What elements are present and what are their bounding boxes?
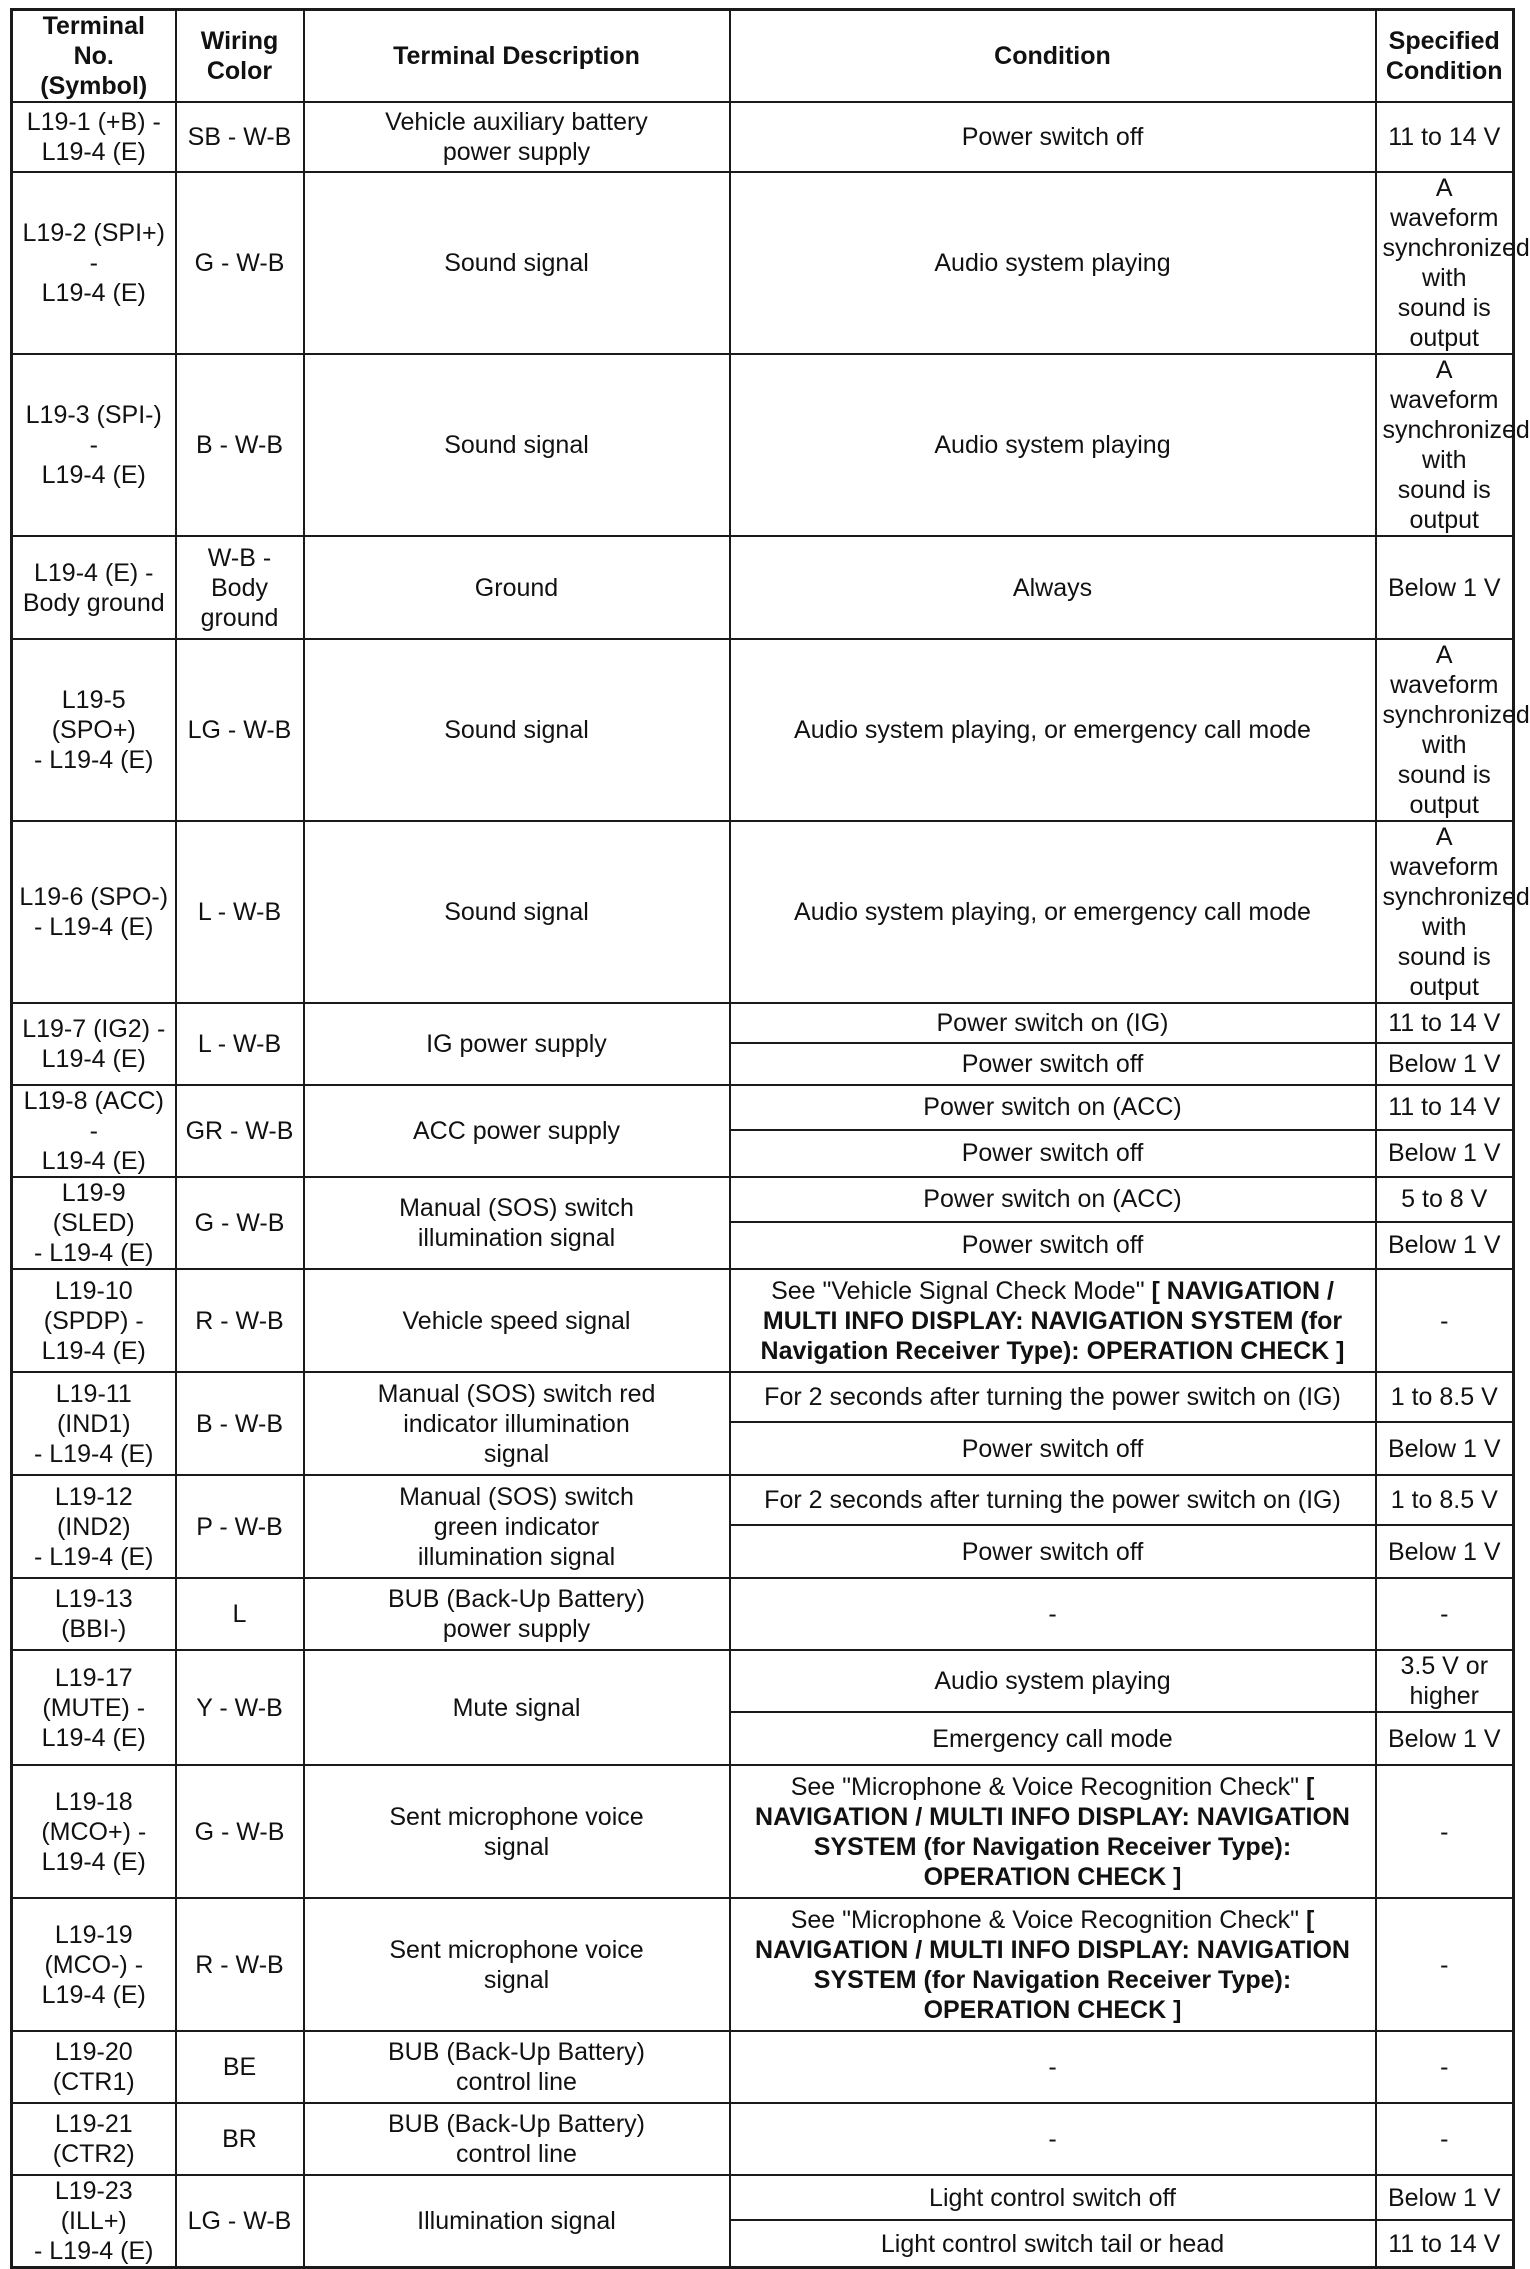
table-row <box>12 1177 1514 1222</box>
wiring-color-cell: SB - W-B <box>176 102 304 172</box>
description-cell: Manual (SOS) switch green indicator illumination signal <box>304 1475 730 1578</box>
condition-cell: Always <box>730 536 1376 639</box>
condition-cell: Power switch on (IG) <box>730 1003 1376 1043</box>
condition-reference-link-text: [ NAVIGATION / MULTI INFO DISPLAY: NAVIGATION SYSTEM (for Navigation Receiver Type): OPERATION CHECK ] <box>755 1772 1350 1891</box>
header-description: Terminal Description <box>304 10 730 103</box>
description-cell: BUB (Back-Up Battery) control line <box>304 2103 730 2175</box>
wiring-color-cell: LG - W-B <box>176 2175 304 2268</box>
condition-cell: Audio system playing <box>730 354 1376 536</box>
description-cell: Manual (SOS) switch illumination signal <box>304 1177 730 1269</box>
terminal-cell: L19-1 (+B) - L19-4 (E) <box>12 102 176 172</box>
specified-condition-cell: 11 to 14 V <box>1376 1085 1514 1130</box>
table-row <box>12 172 1514 354</box>
terminal-cell: L19-8 (ACC) - L19-4 (E) <box>12 1085 176 1177</box>
terminal-table <box>10 8 1530 2269</box>
specified-condition-cell: - <box>1376 1578 1514 1650</box>
terminal-cell: L19-7 (IG2) - L19-4 (E) <box>12 1003 176 1085</box>
condition-cell: - <box>730 2103 1376 2175</box>
specified-condition-cell: 1 to 8.5 V <box>1376 1475 1514 1525</box>
condition-cell: Power switch off <box>730 1130 1376 1177</box>
table-row <box>12 354 1514 536</box>
condition-cell <box>730 1269 1376 1372</box>
condition-cell: Power switch off <box>730 1525 1376 1578</box>
condition-cell: Audio system playing, or emergency call mode <box>730 821 1376 1003</box>
table-row <box>12 1085 1514 1130</box>
terminal-cell: L19-11 (IND1) - L19-4 (E) <box>12 1372 176 1475</box>
terminal-cell: L19-23 (ILL+) - L19-4 (E) <box>12 2175 176 2268</box>
terminal-cell: L19-10 (SPDP) - L19-4 (E) <box>12 1269 176 1372</box>
wiring-color-cell: G - W-B <box>176 1177 304 1269</box>
wiring-color-cell: B - W-B <box>176 1372 304 1475</box>
description-cell: IG power supply <box>304 1003 730 1085</box>
specified-condition-cell: 11 to 14 V <box>1376 102 1514 172</box>
table-row <box>12 1578 1514 1650</box>
wiring-color-cell: L - W-B <box>176 1003 304 1085</box>
description-cell: Sent microphone voice signal <box>304 1898 730 2031</box>
table-row <box>12 2103 1514 2175</box>
table-row <box>12 1898 1514 2031</box>
condition-cell: Audio system playing <box>730 172 1376 354</box>
wiring-color-cell: L - W-B <box>176 821 304 1003</box>
specified-condition-cell: 3.5 V or higher <box>1376 1650 1514 1712</box>
condition-cell: Light control switch off <box>730 2175 1376 2220</box>
wiring-color-cell: L <box>176 1578 304 1650</box>
wiring-color-cell: G - W-B <box>176 1765 304 1898</box>
condition-reference-link-text: [ NAVIGATION / MULTI INFO DISPLAY: NAVIGATION SYSTEM (for Navigation Receiver Type): OPERATION CHECK ] <box>760 1276 1345 1365</box>
condition-reference-text: See "Vehicle Signal Check Mode" <box>771 1276 1152 1305</box>
description-cell: Ground <box>304 536 730 639</box>
table-row <box>12 102 1514 172</box>
condition-cell: Power switch off <box>730 1422 1376 1475</box>
wiring-color-cell: BR <box>176 2103 304 2175</box>
condition-cell: For 2 seconds after turning the power switch on (IG) <box>730 1372 1376 1422</box>
wiring-color-cell: W-B - Body ground <box>176 536 304 639</box>
specified-condition-cell: Below 1 V <box>1376 1422 1514 1475</box>
table-row <box>12 1650 1514 1712</box>
condition-reference-link-text: [ NAVIGATION / MULTI INFO DISPLAY: NAVIGATION SYSTEM (for Navigation Receiver Type): OPERATION CHECK ] <box>755 1905 1350 2024</box>
description-cell: Sound signal <box>304 639 730 821</box>
terminal-cell: L19-6 (SPO-) - L19-4 (E) <box>12 821 176 1003</box>
wiring-color-cell: R - W-B <box>176 1269 304 1372</box>
description-cell: Sound signal <box>304 354 730 536</box>
table-row <box>12 2175 1514 2220</box>
header-specified: Specified Condition <box>1376 10 1514 103</box>
specified-condition-cell: - <box>1376 1765 1514 1898</box>
specified-condition-cell: Below 1 V <box>1376 1712 1514 1765</box>
specified-condition-cell: A waveform synchronized with sound is output <box>1376 821 1514 1003</box>
specified-condition-cell: Below 1 V <box>1376 1130 1514 1177</box>
condition-cell: - <box>730 2031 1376 2103</box>
terminal-cell: L19-5 (SPO+) - L19-4 (E) <box>12 639 176 821</box>
condition-cell: Power switch off <box>730 102 1376 172</box>
table-row <box>12 1765 1514 1898</box>
wiring-color-cell: P - W-B <box>176 1475 304 1578</box>
header-row <box>12 10 1514 103</box>
specified-condition-cell: 11 to 14 V <box>1376 1003 1514 1043</box>
terminal-cell: L19-20 (CTR1) <box>12 2031 176 2103</box>
description-cell: Sound signal <box>304 172 730 354</box>
header-terminal: Terminal No. (Symbol) <box>12 10 176 103</box>
description-cell: Vehicle speed signal <box>304 1269 730 1372</box>
terminal-cell: L19-9 (SLED) - L19-4 (E) <box>12 1177 176 1269</box>
specified-condition-cell: A waveform synchronized with sound is output <box>1376 354 1514 536</box>
description-cell: Mute signal <box>304 1650 730 1765</box>
table-row <box>12 639 1514 821</box>
specified-condition-cell: A waveform synchronized with sound is output <box>1376 172 1514 354</box>
terminal-cell: L19-4 (E) - Body ground <box>12 536 176 639</box>
terminal-cell: L19-13 (BBI-) <box>12 1578 176 1650</box>
specified-condition-cell: A waveform synchronized with sound is output <box>1376 639 1514 821</box>
header-wiring-color: Wiring Color <box>176 10 304 103</box>
terminal-cell: L19-2 (SPI+) - L19-4 (E) <box>12 172 176 354</box>
table-body <box>12 102 1530 2268</box>
condition-cell: Audio system playing <box>730 1650 1376 1712</box>
description-cell: ACC power supply <box>304 1085 730 1177</box>
condition-cell <box>730 1898 1376 2031</box>
description-cell: Manual (SOS) switch red indicator illumination signal <box>304 1372 730 1475</box>
table-row <box>12 1475 1514 1525</box>
wiring-color-cell: BE <box>176 2031 304 2103</box>
condition-cell: Audio system playing, or emergency call mode <box>730 639 1376 821</box>
table-row <box>12 1372 1514 1422</box>
description-cell: Vehicle auxiliary battery power supply <box>304 102 730 172</box>
table-row <box>12 821 1514 1003</box>
condition-reference-text: See "Microphone & Voice Recognition Check" <box>790 1905 1306 1934</box>
specified-condition-cell: Below 1 V <box>1376 1222 1514 1269</box>
specified-condition-cell: 11 to 14 V <box>1376 2220 1514 2267</box>
wiring-color-cell: LG - W-B <box>176 639 304 821</box>
condition-cell: - <box>730 1578 1376 1650</box>
wiring-color-cell: Y - W-B <box>176 1650 304 1765</box>
table-row <box>12 536 1514 639</box>
condition-cell: Power switch on (ACC) <box>730 1177 1376 1222</box>
description-cell: Illumination signal <box>304 2175 730 2268</box>
table-row <box>12 2031 1514 2103</box>
condition-reference-text: See "Microphone & Voice Recognition Check" <box>790 1772 1306 1801</box>
terminal-cell: L19-3 (SPI-) - L19-4 (E) <box>12 354 176 536</box>
condition-cell: Power switch off <box>730 1222 1376 1269</box>
specified-condition-cell: 5 to 8 V <box>1376 1177 1514 1222</box>
table-row <box>12 1269 1514 1372</box>
specified-condition-cell: Below 1 V <box>1376 1525 1514 1578</box>
condition-cell <box>730 1765 1376 1898</box>
description-cell: BUB (Back-Up Battery) power supply <box>304 1578 730 1650</box>
wiring-color-cell: GR - W-B <box>176 1085 304 1177</box>
header-condition: Condition <box>730 10 1376 103</box>
condition-cell: Power switch on (ACC) <box>730 1085 1376 1130</box>
condition-cell: Power switch off <box>730 1043 1376 1085</box>
table-row <box>12 1003 1514 1043</box>
terminal-cell: L19-21 (CTR2) <box>12 2103 176 2175</box>
wiring-color-cell: R - W-B <box>176 1898 304 2031</box>
condition-cell: Emergency call mode <box>730 1712 1376 1765</box>
specified-condition-cell: - <box>1376 2031 1514 2103</box>
condition-cell: Light control switch tail or head <box>730 2220 1376 2267</box>
terminal-cell: L19-18 (MCO+) - L19-4 (E) <box>12 1765 176 1898</box>
terminal-cell: L19-12 (IND2) - L19-4 (E) <box>12 1475 176 1578</box>
terminal-cell: L19-17 (MUTE) - L19-4 (E) <box>12 1650 176 1765</box>
specified-condition-cell: Below 1 V <box>1376 1043 1514 1085</box>
condition-cell: For 2 seconds after turning the power switch on (IG) <box>730 1475 1376 1525</box>
description-cell: Sent microphone voice signal <box>304 1765 730 1898</box>
wiring-color-cell: B - W-B <box>176 354 304 536</box>
specified-condition-cell: Below 1 V <box>1376 2175 1514 2220</box>
specified-condition-cell: - <box>1376 2103 1514 2175</box>
specified-condition-cell: - <box>1376 1898 1514 2031</box>
specified-condition-cell: 1 to 8.5 V <box>1376 1372 1514 1422</box>
terminal-cell: L19-19 (MCO-) - L19-4 (E) <box>12 1898 176 2031</box>
specified-condition-cell: - <box>1376 1269 1514 1372</box>
description-cell: Sound signal <box>304 821 730 1003</box>
description-cell: BUB (Back-Up Battery) control line <box>304 2031 730 2103</box>
wiring-color-cell: G - W-B <box>176 172 304 354</box>
specified-condition-cell: Below 1 V <box>1376 536 1514 639</box>
